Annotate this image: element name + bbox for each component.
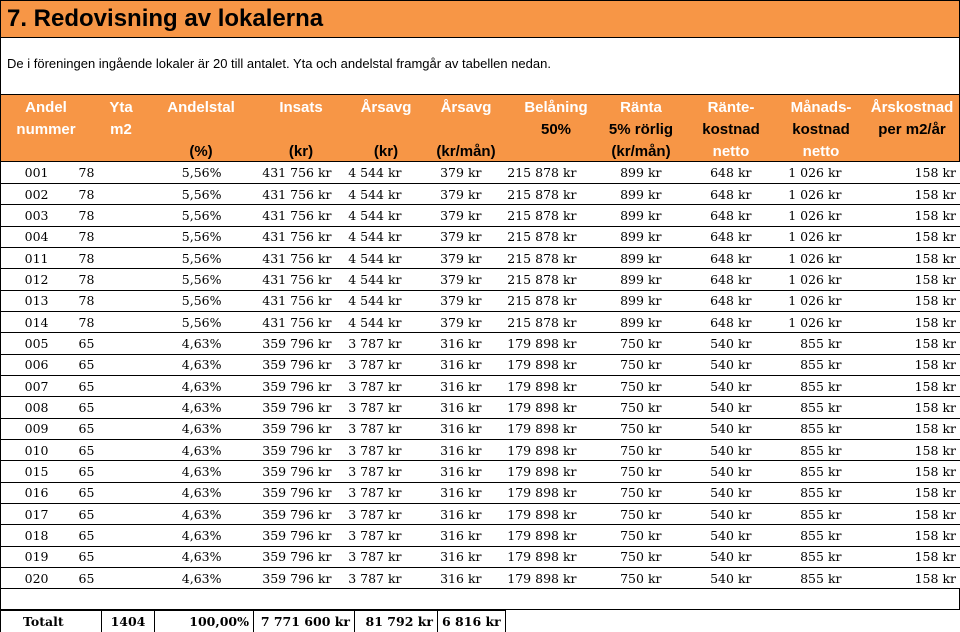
table-cell: 65 — [61, 333, 131, 354]
header-ranta-line2: 5% rörlig — [608, 121, 674, 138]
table-cell: 215 878 kr — [486, 205, 581, 226]
table-cell: 431 756 kr — [226, 311, 336, 332]
table-cell: 359 796 kr — [226, 525, 336, 546]
table-cell: 158 kr — [846, 247, 960, 268]
table-cell: 855 kr — [756, 354, 846, 375]
table-cell: 431 756 kr — [226, 183, 336, 204]
table-cell: 5,56% — [131, 226, 226, 247]
table-cell: 316 kr — [406, 439, 486, 460]
table-cell: 179 898 kr — [486, 482, 581, 503]
table-cell: 379 kr — [406, 183, 486, 204]
table-cell: 648 kr — [666, 290, 756, 311]
table-cell: 003 — [1, 205, 61, 226]
table-cell: 899 kr — [581, 205, 666, 226]
table-cell: 359 796 kr — [226, 418, 336, 439]
table-cell: 750 kr — [581, 397, 666, 418]
table-cell: 359 796 kr — [226, 482, 336, 503]
table-cell: 179 898 kr — [486, 568, 581, 589]
totals-arsavg: 81 792 kr — [355, 611, 438, 632]
table-cell: 3 787 kr — [336, 418, 406, 439]
intro-text: De i föreningen ingående lokaler är 20 till antalet. Yta och andelstal framgår av tabellen nedan. — [0, 38, 960, 94]
table-cell: 316 kr — [406, 397, 486, 418]
totals-arsavg-man: 6 816 kr — [438, 611, 506, 632]
table-cell: 3 787 kr — [336, 546, 406, 567]
table-cell: 899 kr — [581, 290, 666, 311]
table-cell: 750 kr — [581, 568, 666, 589]
table-cell: 4,63% — [131, 439, 226, 460]
table-cell: 855 kr — [756, 418, 846, 439]
table-cell: 899 kr — [581, 269, 666, 290]
header-rantekostnad-line3: netto — [712, 143, 750, 160]
table-cell: 648 kr — [666, 269, 756, 290]
table-cell: 158 kr — [846, 439, 960, 460]
table-cell: 316 kr — [406, 482, 486, 503]
table-cell: 78 — [61, 226, 131, 247]
table-cell: 65 — [61, 546, 131, 567]
table-cell: 750 kr — [581, 482, 666, 503]
table-cell: 1 026 kr — [756, 269, 846, 290]
table-cell: 158 kr — [846, 525, 960, 546]
header-arsavg-line1: Årsavg — [360, 99, 412, 116]
table-cell: 359 796 kr — [226, 504, 336, 525]
table-cell: 540 kr — [666, 482, 756, 503]
header-arskostnad-line1: Årskostnad — [870, 99, 954, 116]
table-cell: 65 — [61, 461, 131, 482]
header-belaning-line2: 50% — [540, 121, 572, 138]
table-cell: 750 kr — [581, 546, 666, 567]
table-cell: 020 — [1, 568, 61, 589]
table-cell: 65 — [61, 397, 131, 418]
table-cell: 158 kr — [846, 418, 960, 439]
table-cell: 179 898 kr — [486, 375, 581, 396]
table-row — [1, 162, 960, 183]
table-cell: 316 kr — [406, 333, 486, 354]
table-cell: 158 kr — [846, 397, 960, 418]
table-cell: 5,56% — [131, 162, 226, 183]
table-cell: 4,63% — [131, 568, 226, 589]
table-cell: 540 kr — [666, 568, 756, 589]
table-cell: 540 kr — [666, 418, 756, 439]
totals-andelstal: 100,00% — [155, 611, 254, 632]
table-cell: 5,56% — [131, 183, 226, 204]
table-cell: 4,63% — [131, 418, 226, 439]
table-cell: 855 kr — [756, 333, 846, 354]
table-cell: 5,56% — [131, 205, 226, 226]
totals-insats: 7 771 600 kr — [254, 611, 355, 632]
header-ranta-line3: (kr/mån) — [611, 143, 671, 160]
table-cell: 750 kr — [581, 439, 666, 460]
section-heading: 7. Redovisning av lokalerna — [0, 0, 960, 38]
table-cell: 750 kr — [581, 354, 666, 375]
table-cell: 540 kr — [666, 525, 756, 546]
table-cell: 016 — [1, 482, 61, 503]
table-cell: 158 kr — [846, 504, 960, 525]
table-cell: 316 kr — [406, 525, 486, 546]
table-cell: 001 — [1, 162, 61, 183]
table-cell: 009 — [1, 418, 61, 439]
table-cell: 540 kr — [666, 504, 756, 525]
table-cell: 540 kr — [666, 375, 756, 396]
table-cell: 78 — [61, 311, 131, 332]
table-cell: 4 544 kr — [336, 226, 406, 247]
table-cell: 1 026 kr — [756, 226, 846, 247]
table-cell: 65 — [61, 568, 131, 589]
table-cell: 379 kr — [406, 247, 486, 268]
table-row — [1, 418, 960, 439]
table-cell: 540 kr — [666, 461, 756, 482]
table-cell: 4 544 kr — [336, 183, 406, 204]
header-andelstal-line1: Andelstal — [167, 99, 235, 116]
table-cell: 648 kr — [666, 226, 756, 247]
table-cell: 158 kr — [846, 226, 960, 247]
table-cell: 78 — [61, 290, 131, 311]
table-cell: 899 kr — [581, 226, 666, 247]
header-yta-line1: Yta — [109, 99, 133, 116]
table-cell: 5,56% — [131, 247, 226, 268]
table-cell: 855 kr — [756, 439, 846, 460]
table-cell: 005 — [1, 333, 61, 354]
table-cell: 4,63% — [131, 546, 226, 567]
table-cell: 5,56% — [131, 311, 226, 332]
table-cell: 215 878 kr — [486, 183, 581, 204]
table-cell: 215 878 kr — [486, 290, 581, 311]
table-cell: 3 787 kr — [336, 354, 406, 375]
table-row — [1, 525, 960, 546]
table-cell: 431 756 kr — [226, 205, 336, 226]
table-cell: 1 026 kr — [756, 162, 846, 183]
header-manadskostnad-line1: Månads- — [790, 99, 852, 116]
table-cell: 179 898 kr — [486, 354, 581, 375]
table-cell: 648 kr — [666, 311, 756, 332]
header-andel-line1: Andel — [25, 99, 67, 116]
table-cell: 855 kr — [756, 504, 846, 525]
table-cell: 179 898 kr — [486, 439, 581, 460]
table-cell: 008 — [1, 397, 61, 418]
table-row — [1, 290, 960, 311]
table-cell: 4,63% — [131, 525, 226, 546]
table-cell: 4 544 kr — [336, 205, 406, 226]
table-cell: 215 878 kr — [486, 269, 581, 290]
table-body — [1, 162, 960, 589]
table-cell: 019 — [1, 546, 61, 567]
table-cell: 3 787 kr — [336, 439, 406, 460]
table-cell: 158 kr — [846, 354, 960, 375]
table-cell: 899 kr — [581, 311, 666, 332]
table-cell: 316 kr — [406, 461, 486, 482]
table-cell: 431 756 kr — [226, 290, 336, 311]
header-manadskostnad-line3: netto — [802, 143, 840, 160]
table-cell: 158 kr — [846, 546, 960, 567]
header-rantekostnad-line1: Ränte- — [707, 99, 755, 116]
table-header — [0, 94, 960, 162]
table-cell: 3 787 kr — [336, 482, 406, 503]
table-cell: 158 kr — [846, 375, 960, 396]
table-cell: 179 898 kr — [486, 461, 581, 482]
table-cell: 78 — [61, 183, 131, 204]
table-row — [1, 205, 960, 226]
table-row — [1, 226, 960, 247]
table-cell: 359 796 kr — [226, 568, 336, 589]
table-row — [1, 269, 960, 290]
table-cell: 158 kr — [846, 183, 960, 204]
table-cell: 4,63% — [131, 461, 226, 482]
table-cell: 855 kr — [756, 461, 846, 482]
table-cell: 540 kr — [666, 397, 756, 418]
table-cell: 179 898 kr — [486, 525, 581, 546]
header-ranta-line1: Ränta — [620, 99, 662, 116]
table-cell: 158 kr — [846, 269, 960, 290]
table-cell: 65 — [61, 418, 131, 439]
table-cell: 002 — [1, 183, 61, 204]
table-cell: 017 — [1, 504, 61, 525]
table-cell: 1 026 kr — [756, 183, 846, 204]
table-cell: 379 kr — [406, 205, 486, 226]
table-cell: 4,63% — [131, 354, 226, 375]
table-cell: 5,56% — [131, 290, 226, 311]
table-cell: 3 787 kr — [336, 461, 406, 482]
table-cell: 316 kr — [406, 418, 486, 439]
table-cell: 316 kr — [406, 504, 486, 525]
header-arsavg-man-line1: Årsavg — [440, 99, 492, 116]
table-row — [1, 439, 960, 460]
table-cell: 4 544 kr — [336, 311, 406, 332]
table-row — [1, 568, 960, 589]
table-cell: 359 796 kr — [226, 546, 336, 567]
table-cell: 648 kr — [666, 247, 756, 268]
table-cell: 158 kr — [846, 461, 960, 482]
table-cell: 158 kr — [846, 568, 960, 589]
table-row — [1, 397, 960, 418]
table-cell: 65 — [61, 439, 131, 460]
table-cell: 379 kr — [406, 290, 486, 311]
table-cell: 899 kr — [581, 162, 666, 183]
header-manadskostnad-line2: kostnad — [792, 121, 850, 138]
table-cell: 3 787 kr — [336, 525, 406, 546]
table-cell: 855 kr — [756, 482, 846, 503]
table-cell: 648 kr — [666, 205, 756, 226]
totals-row — [0, 610, 506, 632]
table-cell: 65 — [61, 375, 131, 396]
table-cell: 4 544 kr — [336, 290, 406, 311]
table-cell: 316 kr — [406, 568, 486, 589]
table-cell: 379 kr — [406, 162, 486, 183]
table-cell: 3 787 kr — [336, 568, 406, 589]
totals-yta: 1404 — [102, 611, 155, 632]
table-cell: 379 kr — [406, 269, 486, 290]
table-cell: 4 544 kr — [336, 247, 406, 268]
header-andel-line2: nummer — [16, 121, 76, 138]
table-cell: 215 878 kr — [486, 162, 581, 183]
table-cell: 4,63% — [131, 375, 226, 396]
table-cell: 316 kr — [406, 546, 486, 567]
table-cell: 018 — [1, 525, 61, 546]
table-cell: 3 787 kr — [336, 375, 406, 396]
table-row — [1, 354, 960, 375]
table-cell: 158 kr — [846, 290, 960, 311]
table-cell: 750 kr — [581, 333, 666, 354]
header-andelstal-line3: (%) — [189, 143, 213, 160]
table-cell: 359 796 kr — [226, 354, 336, 375]
table-cell: 431 756 kr — [226, 162, 336, 183]
table-cell: 855 kr — [756, 568, 846, 589]
table-cell: 899 kr — [581, 183, 666, 204]
table-cell: 158 kr — [846, 311, 960, 332]
table-cell: 540 kr — [666, 439, 756, 460]
table-cell: 359 796 kr — [226, 397, 336, 418]
table-cell: 215 878 kr — [486, 311, 581, 332]
table-row — [1, 546, 960, 567]
table-cell: 750 kr — [581, 461, 666, 482]
table-cell: 014 — [1, 311, 61, 332]
table-cell: 648 kr — [666, 183, 756, 204]
table-cell: 3 787 kr — [336, 333, 406, 354]
table-cell: 006 — [1, 354, 61, 375]
table-cell: 65 — [61, 525, 131, 546]
table-cell: 855 kr — [756, 525, 846, 546]
table-cell: 1 026 kr — [756, 311, 846, 332]
table-cell: 750 kr — [581, 525, 666, 546]
table-cell: 007 — [1, 375, 61, 396]
table-cell: 1 026 kr — [756, 247, 846, 268]
table-cell: 013 — [1, 290, 61, 311]
table-cell: 316 kr — [406, 375, 486, 396]
header-rantekostnad-line2: kostnad — [702, 121, 760, 138]
table-cell: 4 544 kr — [336, 269, 406, 290]
table-cell: 179 898 kr — [486, 333, 581, 354]
table-cell: 316 kr — [406, 354, 486, 375]
table-cell: 65 — [61, 504, 131, 525]
table-cell: 65 — [61, 354, 131, 375]
table-cell: 4,63% — [131, 333, 226, 354]
table-cell: 1 026 kr — [756, 205, 846, 226]
table-cell: 4 544 kr — [336, 162, 406, 183]
table-cell: 015 — [1, 461, 61, 482]
table-cell: 3 787 kr — [336, 397, 406, 418]
table-cell: 540 kr — [666, 354, 756, 375]
table-cell: 359 796 kr — [226, 461, 336, 482]
table-cell: 750 kr — [581, 418, 666, 439]
header-insats-line1: Insats — [279, 99, 323, 116]
table-cell: 78 — [61, 269, 131, 290]
header-arskostnad-line2: per m2/år — [878, 121, 946, 138]
table-spacer-row — [0, 589, 960, 610]
table-cell: 78 — [61, 205, 131, 226]
table-row — [1, 311, 960, 332]
table-cell: 3 787 kr — [336, 504, 406, 525]
table-cell: 215 878 kr — [486, 226, 581, 247]
header-belaning-line1: Belåning — [524, 99, 588, 116]
table-cell: 648 kr — [666, 162, 756, 183]
table-row — [1, 482, 960, 503]
table-cell: 1 026 kr — [756, 290, 846, 311]
totals-label: Totalt — [1, 611, 102, 632]
table-row — [1, 183, 960, 204]
header-yta-line2: m2 — [110, 121, 132, 138]
table-cell: 78 — [61, 247, 131, 268]
table-row — [1, 461, 960, 482]
table-cell: 750 kr — [581, 504, 666, 525]
table-cell: 5,56% — [131, 269, 226, 290]
table-row — [1, 247, 960, 268]
table-row — [1, 375, 960, 396]
table-cell: 431 756 kr — [226, 269, 336, 290]
table-cell: 004 — [1, 226, 61, 247]
table-cell: 359 796 kr — [226, 375, 336, 396]
table-cell: 855 kr — [756, 397, 846, 418]
table-cell: 010 — [1, 439, 61, 460]
table-cell: 158 kr — [846, 162, 960, 183]
table-cell: 540 kr — [666, 546, 756, 567]
table-cell: 158 kr — [846, 333, 960, 354]
table-cell: 158 kr — [846, 205, 960, 226]
table-cell: 899 kr — [581, 247, 666, 268]
table-cell: 65 — [61, 482, 131, 503]
table-cell: 4,63% — [131, 504, 226, 525]
header-arsavg-line3: (kr) — [373, 143, 399, 160]
table-cell: 4,63% — [131, 482, 226, 503]
table-row — [1, 333, 960, 354]
table-cell: 158 kr — [846, 482, 960, 503]
table-cell: 179 898 kr — [486, 546, 581, 567]
table-cell: 78 — [61, 162, 131, 183]
table-cell: 750 kr — [581, 375, 666, 396]
table-cell: 215 878 kr — [486, 247, 581, 268]
table-cell: 379 kr — [406, 226, 486, 247]
table-cell: 855 kr — [756, 546, 846, 567]
lokaler-table — [0, 162, 960, 589]
table-cell: 431 756 kr — [226, 226, 336, 247]
table-cell: 179 898 kr — [486, 504, 581, 525]
table-cell: 179 898 kr — [486, 418, 581, 439]
table-cell: 011 — [1, 247, 61, 268]
table-cell: 4,63% — [131, 397, 226, 418]
header-insats-line3: (kr) — [288, 143, 314, 160]
table-cell: 179 898 kr — [486, 397, 581, 418]
table-cell: 431 756 kr — [226, 247, 336, 268]
header-arsavg-man-line3: (kr/mån) — [436, 143, 496, 160]
table-cell: 540 kr — [666, 333, 756, 354]
table-cell: 359 796 kr — [226, 333, 336, 354]
table-cell: 855 kr — [756, 375, 846, 396]
table-cell: 359 796 kr — [226, 439, 336, 460]
table-cell: 012 — [1, 269, 61, 290]
table-cell: 379 kr — [406, 311, 486, 332]
table-row — [1, 504, 960, 525]
